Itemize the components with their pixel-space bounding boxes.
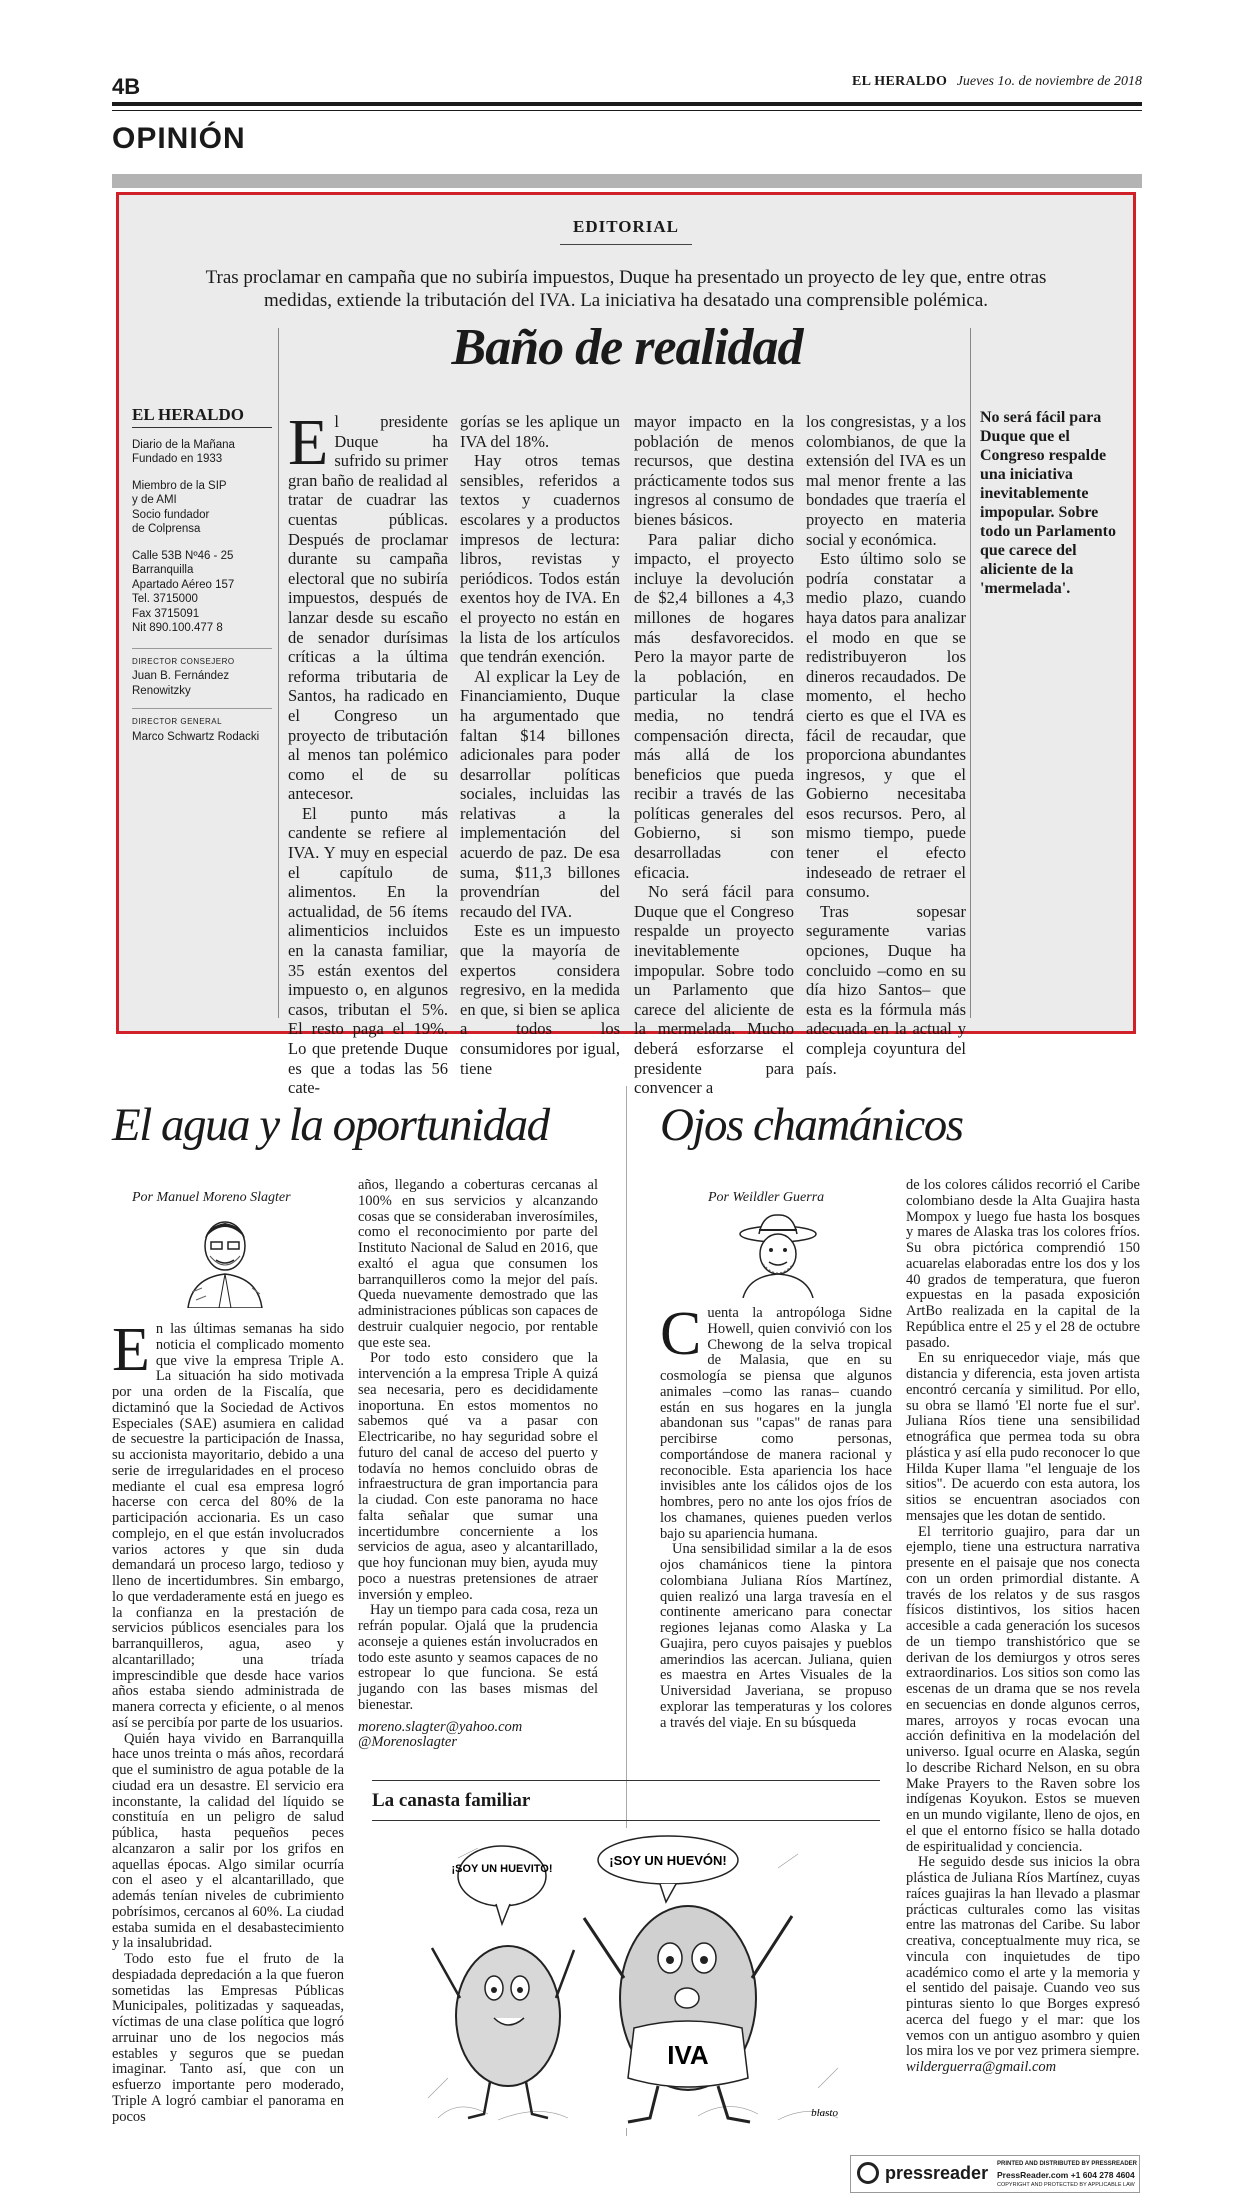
paragraph: mayor impacto en la población de menos recursos, que destina prácticamente todos sus ingresos al consumo de bienes básicos. [634, 412, 794, 529]
paragraph: En su enriquecedor viaje, más que distancia y diferencia, esta joven artista encontró cercanía y similitud. Por ello, su obra se llamó 'El norte fue el sur'. Juliana Ríos tiene una sensibilidad etnográfica que permea toda su obra plástica y así ella pudo reconocer lo que Hilda Kuper llama "el lenguaje de los sitios". De acuerdo con esta autora, los sitios se encuentran asociados con mensajes que les dotan de sentido. [906, 1350, 1140, 1524]
paragraph: Hay otros temas sensibles, referidos a textos y cuadernos escolares y a productos impresos de lectura: libros, revistas y periódicos. Todos están exentos hoy de IVA. En el proyecto no están en la lista de los artículos que tendrán exención. [460, 451, 620, 667]
pressreader-badge [850, 2155, 1140, 2193]
author-email: wilderguerra@gmail.com [906, 2059, 1057, 2075]
paragraph: de los colores cálidos recorrió el Caribe colombiano desde la Alta Guajira hasta Mompox y luego fue hasta los bosques y mares de Alaska tras los colores fríos. Su obra pictórica comprendió 150 acuarelas elaboradas entre los dos y los 40 grados de temperatura, que fueron expuestas en la pasada exposición ArtBo realizada en la capital de la República entre el 25 y el 28 de octubre pasado. [906, 1177, 1140, 1351]
column-rule [970, 328, 971, 1018]
paragraph: El territorio guajiro, para dar un ejemplo, tiene una estructura narrativa presente en el paisaje que nos conecta con un orden primordial distante. A través de los relatos y de sus rasgos físicos distintivos, los sitios hacen accesible a cada generación los sucesos de un tiempo transhistórico que se derivan de los demiurgos y otros seres extraordinarios. Los sitios son como las escenas de un drama que se nos revela en secuencias en donde algunos cerros, mares, arroyos y rocas evocan una acción definitiva en la modelación del universo. Igual ocurre en Alaska, según lo describe Richard Nelson, en su obra Make Prayers to the Raven sobre los indígenas Koyukon. Estos se mueven en un mundo vigilante, lleno de ojos, en el que el entorno físico se halla dotado de espiritualidad y conciencia. [906, 1523, 1140, 1855]
column-left-text-2 [358, 1178, 598, 1751]
dropcap: E [112, 1316, 150, 1384]
speech-bubble-left: ¡SOY UN HUEVITO! [451, 1863, 553, 1875]
paragraph: El punto más candente se refiere al IVA. Y muy en especial el capítulo de alimentos. En la actualidad, de 56 ítems alimenticios incluidos en la canasta familiar, 35 están exentos del impuesto o, en algunos casos, tributan el 5%. El resto paga el 19%. Lo que pretende Duque es que a todas las 56 cate- [288, 803, 448, 1098]
author-email: moreno.slagter@yahoo.com [358, 1718, 523, 1735]
paragraph: Todo esto fue el fruto de la despiadada depredación a la que fueron sometidas las Empresas Públicas Municipales, politizadas y saqueadas, víctimas de una clase política que logró arruinar uno de los negocios más estables y seguros que se puedan imaginar. Tanto así, que con un esfuerzo importante pero moderado, Triple A logró cambiar el panorama en pocos [112, 1951, 344, 2125]
paragraph: Esto último solo se podría constatar a medio plazo, cuando haya datos para analizar el modo en que se redistribuyeron los dineros recaudados. De momento, el hecho cierto es que el IVA es fácil de recaudar, que proporciona abundantes ingresos, y que el Gobierno necesitaba esos recursos. Pero, al mismo tiempo, puede tener el efecto indeseado de retraer el consumo. [806, 549, 966, 902]
page-number: 4B [112, 74, 141, 99]
info-director: Juan B. Fernández Renowitzky [132, 670, 230, 697]
author-portrait-icon [735, 1212, 821, 1298]
info-founded [132, 438, 272, 467]
cartoon-rule [372, 1820, 880, 1821]
paragraph: Al explicar la Ley de Financiamiento, Duque ha argumentado que faltan $14 billones adicionales para poder desarrollar políticas sociales, incluidas las relativas a la implementación del acuerdo de paz. De esa suma, $11,3 billones provendrían del recaudo del IVA. [460, 666, 620, 921]
masthead-brand: EL HERALDO [851, 74, 948, 89]
paragraph: Este es un impuesto que la mayoría de expertos considera regresivo, en la medida en que, si bien se aplica a todos los consumidores por igual, tiene [460, 921, 620, 1078]
author-portrait-icon [182, 1212, 268, 1308]
byline: Por Manuel Moreno Slagter [132, 1190, 291, 1205]
info-general-label: DIRECTOR GENERAL [132, 708, 272, 730]
column-rule [278, 328, 279, 1018]
editorial-column-3 [634, 412, 794, 1098]
paragraph: No será fácil para Duque que el Congreso respalde un proyecto inevitablemente impopular. Sobre todo un Parlamento que carece del aliciente de la mermelada. Mucho deberá esforzarse el presidente para convencer a [634, 882, 794, 1098]
paragraph: l presidente Duque ha sufrido su primer gran baño de realidad al tratar de cuadrar las cuentas públicas. Después de proclamar durante su campaña electoral que no subiría impuestos, después de lanzar desde su escaño de senador durísimas críticas a la última reforma tributaria de Santos, ha radicado en el Congreso un proyecto de tributación al menos tan polémico como el de su antecesor. [288, 412, 448, 804]
info-address [132, 549, 272, 636]
column-title: Ojos chamánicos [660, 1099, 963, 1151]
pressreader-line: COPYRIGHT AND PROTECTED BY APPLICABLE LAW [997, 2182, 1135, 2188]
paragraph: Tras sopesar seguramente varias opciones, Duque ha concluido –como en su día hizo Santos– que esta es la fórmula más adecuada en la actual y compleja coyuntura del país. [806, 901, 966, 1078]
cartoon-title: La canasta familiar [372, 1790, 531, 1811]
info-director-label: DIRECTOR CONSEJERO [132, 648, 272, 670]
dropcap: C [660, 1300, 702, 1368]
header-rule-thin [112, 110, 1142, 111]
info-line: Fax 3715091 [132, 607, 200, 620]
paragraph: He seguido desde sus inicios la obra plástica de Juliana Ríos Martínez, cuyas raíces guajiras la han llevado a plasmar prácticas culturales como las visitas entre las matronas del Caribe. Su labor creativa, conceptualmente muy rica, se vincula con inquietudes de tipo académico como el arte y la memoria y el sentido del paisaje. Cuando veo sus pinturas siento lo que Borges expresó acerca del fuego y el mar: que los vemos con un antiguo asombro y quien los mira los ve por vez primera siempre. [906, 1854, 1140, 2060]
info-line: Calle 53B Nº46 - 25 [132, 549, 234, 562]
masthead [852, 74, 1142, 90]
info-line: de Colprensa [132, 523, 201, 535]
paragraph: Hay un tiempo para cada cosa, reza un refrán popular. Ojalá que la prudencia aconseje a quienes están involucrados en todo este asunto y seamos capaces de no estropear lo que funciona. Se está jugando con las bases mismas del bienestar. [358, 1602, 598, 1713]
pressreader-logo-icon [857, 2162, 879, 2184]
masthead-date: Jueves 1o. de noviembre de 2018 [956, 74, 1142, 89]
info-brand: EL HERALDO [132, 408, 272, 428]
header-rule [112, 102, 1142, 106]
column-title: El agua y la oportunidad [112, 1099, 549, 1151]
pull-quote: No será fácil para Duque que el Congreso respalde una iniciativa inevitablemente impopular. Sobre todo un Parlamento que carece del aliciente de la 'mermelada'. [980, 409, 1116, 597]
info-line: Apartado Aéreo 157 [132, 578, 235, 591]
info-general: Marco Schwartz Rodacki [132, 730, 260, 743]
editorial-label-rule [560, 244, 692, 245]
editorial-column-4 [806, 412, 966, 1078]
cartoon-shirt-text: IVA [667, 2040, 709, 2070]
column-left-text-1 [112, 1316, 344, 2125]
info-line: Socio fundador [132, 508, 210, 521]
paragraph: Una sensibilidad similar a la de esos ojos chamánicos tiene la pintora colombiana Juliana Ríos Martínez, quien realizó una larga travesía en el continente americano para conectar regiones lejanas como Alaska y La Guajira, pero cuyos paisajes y pueblos amerindios las acercan. Juliana, quien es maestra en Artes Visuales de la Universidad Javeriana, se propuso explorar las temperaturas y los colores a través del viaje. En su búsqueda [660, 1541, 892, 1731]
editorial-title: Baño de realidad [451, 319, 803, 376]
paragraph: Quién haya vivido en Barranquilla hace unos treinta o más años, recordará que el suministro de agua potable de la ciudad era un desastre. El servicio era inconstante, la calidad del líquido se constituía en un peligro de salud pública, hasta pequeños peces alcanzaron a salir por los grifos en aquellas épocas. Algo similar ocurría con el aseo y el alcantarillado, que además tenían niveles de cubrimiento pobrísimos, cercanos al 60%. La ciudad estaba sumida en el desabastecimiento y la insalubridad. [112, 1730, 344, 1952]
editorial-info-box [132, 405, 272, 744]
editorial-label: EDITORIAL [573, 217, 679, 236]
info-line: Tel. 3715000 [132, 593, 198, 605]
info-line: Fundado en 1933 [132, 453, 223, 465]
editorial-deck: Tras proclamar en campaña que no subiría impuestos, Duque ha presentado un proyecto de ley que, entre otras medidas, extiende la tributación del IVA. La iniciativa ha desatado una comprensible polémica. [205, 267, 1047, 311]
pressreader-line: PRINTED AND DISTRIBUTED BY PRESSREADER [997, 2161, 1138, 2167]
paragraph: n las últimas semanas ha sido noticia el complicado momento que vive la empresa Triple A. La situación ha sido motivada por una orden de la Fiscalía, que dictaminó que la Sociedad de Activos Especiales (SAE) asumiera en calidad de secuestre la participación de Inassa, su accionista mayoritario, debido a una serie de irregularidades en el proceso mediante el cual esa empresa logró hacerse con cerca del 80% de la participación accionaria. Es un caso complejo, en el que están involucrados varios actores y que sin duda demandará un proceso largo, tedioso y lleno de incertidumbres. Sin embargo, lo que verdaderamente está en juego es la confianza en la prestación de servicios públicos esenciales para los barranquilleros, agua, aseo y alcantarillado; una tríada imprescindible que desde hace varios años estaba siendo administrada de manera correcta y eficiente, o al menos así se percibía por parte de los usuarios. [112, 1321, 344, 1731]
info-line: Nit 890.100.477 8 [132, 622, 223, 634]
author-handle: @Morenoslagter [358, 1734, 457, 1751]
dropcap: E [288, 406, 329, 479]
cartoon-rule [372, 1780, 880, 1781]
info-membership [132, 479, 272, 537]
info-line: Barranquilla [132, 564, 194, 576]
column-right-text-2 [906, 1178, 1140, 2076]
paragraph: Por todo esto considero que la intervención a la empresa Triple A quizá sea necesaria, pero es decididamente inoportuna. En estos momentos no sabemos qué va a pasar con Electricaribe, no hay seguridad sobre el futuro del canal de acceso del puerto y todavía no hemos concluido obras de infraestructura de gran importancia para la ciudad. Con este panorama no hace falta señalar que sumar una incertidumbre concerniente a los servicios de agua, aseo y alcantarillado, que hoy funcionan muy bien, ayuda muy poco a nuestras pretensiones de atraer inversión y empleo. [358, 1350, 598, 1603]
editorial-column-2 [460, 412, 620, 1078]
speech-bubble-right: ¡SOY UN HUEVÓN! [609, 1853, 727, 1868]
info-line: Diario de la Mañana [132, 438, 235, 451]
info-line: Miembro de la SIP [132, 479, 227, 492]
section-title: OPINIÓN [112, 122, 246, 155]
byline: Por Weildler Guerra [708, 1190, 825, 1205]
paragraph: uenta la antropóloga Sidne Howell, quien convivió con los Chewong de la selva tropical de Malasia, que en su cosmología se piensa que algunos animales –como las ranas– cuando están en sus hogares en la jungla abandonan sus "capas" de ranas para percibirse como personas, comportándose de manera racional y reconocible. Esta apariencia los hace invisibles ante los cálidos ojos de los hombres, pero no ante los ojos fríos de los chamanes, quienes pueden verlos bajo su apariencia humana. [660, 1305, 892, 1542]
paragraph: Para paliar dicho impacto, el proyecto incluye la devolución de $2,4 billones a 4,3 millones de hogares más desfavorecidos. Pero la mayor parte de la población, en particular la clase media, no tendrá compensación directa, más allá de los beneficios que pueda recibir a través de las políticas generales del Gobierno, si son desarrolladas con eficacia. [634, 529, 794, 882]
editorial-column-1 [288, 406, 448, 1098]
paragraph: los congresistas, y a los colombianos, de que la extensión del IVA es un mal menor frente a las bondades que traería el proyecto en materia social y económica. [806, 412, 966, 549]
pressreader-line: PressReader.com +1 604 278 4604 [997, 2170, 1135, 2180]
paragraph: años, llegando a coberturas cercanas al 100% en sus servicios y alcanzando cosas que se consideraban inverosímiles, como el reconocimiento por parte del Instituto Nacional de Salud en 2016, que exaltó el agua que consumen los barranquilleros como la mejor del país. Queda nuevamente demostrado que las administraciones públicas son capaces de destruir cualquier negocio, por rentable que este sea. [358, 1177, 598, 1351]
column-right-text-1 [660, 1300, 892, 1731]
pressreader-brand: pressreader [885, 2163, 989, 2183]
cartoon-illustration [398, 1828, 868, 2128]
cartoon-signature: blasto [811, 2107, 838, 2119]
paragraph: gorías se les aplique un IVA del 18%. [460, 412, 620, 451]
section-bar [112, 174, 1142, 188]
info-line: y de AMI [132, 494, 177, 506]
